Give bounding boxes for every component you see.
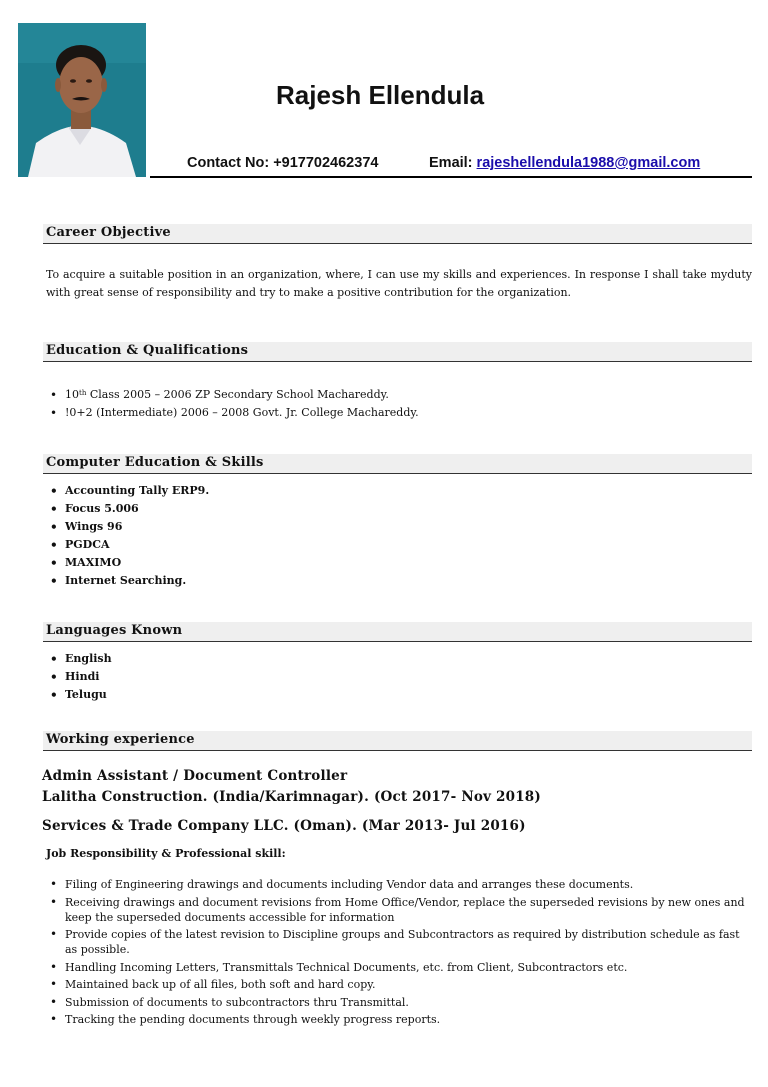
education-list [47, 386, 419, 422]
list-item: • Tracking the pending documents through weekly progress reports. [47, 1012, 747, 1027]
list-item: • English [47, 650, 112, 668]
computer-skills-list [47, 482, 209, 590]
education-heading: Education & Qualifications [46, 343, 249, 358]
contact-value: +917702462374 [273, 155, 379, 171]
list-item: • Maintained back up of all files, both soft and hard copy. [47, 977, 747, 992]
company-1: Lalitha Construction. (India/Karimnagar). (Oct 2017- Nov 2018) [42, 789, 541, 805]
career-heading: Career Objective [46, 225, 171, 240]
list-item: • 10th Class 2005 – 2006 ZP Secondary School Machareddy. [47, 386, 419, 404]
contact-number [187, 155, 378, 171]
candidate-name: Rajesh Ellendula [276, 80, 485, 110]
list-item: • Provide copies of the latest revision to Discipline groups and Subcontractors as required by distribution schedule as fast as possible. [47, 927, 747, 957]
career-objective-text: To acquire a suitable position in an organization, where, I can use my skills and experiences. In response I shall take myduty with great sense of responsibility and try to make a positive contribution for the organization. [46, 268, 752, 299]
list-item: • !0+2 (Intermediate) 2006 – 2008 Govt. Jr. College Machareddy. [47, 404, 419, 422]
section-heading-experience [43, 731, 752, 751]
email-link[interactable]: rajeshellendula1988@gmail.com [476, 155, 701, 171]
section-heading-career [43, 224, 752, 244]
company-2: Services & Trade Company LLC. (Oman). (Mar 2013- Jul 2016) [42, 818, 526, 834]
list-item: • Accounting Tally ERP9. [47, 482, 209, 500]
list-item: • Hindi [47, 668, 112, 686]
profile-photo [18, 23, 146, 177]
list-item: • PGDCA [47, 536, 209, 554]
computer-heading: Computer Education & Skills [46, 455, 264, 470]
list-item: • Submission of documents to subcontractors thru Transmittal. [47, 995, 747, 1010]
email-label: Email: [429, 155, 473, 171]
section-heading-languages [43, 622, 752, 642]
list-item: • Internet Searching. [47, 572, 209, 590]
responsibilities-list [47, 877, 747, 1030]
list-item: • MAXIMO [47, 554, 209, 572]
languages-list [47, 650, 112, 704]
responsibility-heading: Job Responsibility & Professional skill: [46, 847, 286, 860]
list-item: • Handling Incoming Letters, Transmittals Technical Documents, etc. from Client, Subcontractors etc. [47, 960, 747, 975]
list-item: • Wings 96 [47, 518, 209, 536]
email-line [429, 155, 700, 171]
list-item: • Focus 5.006 [47, 500, 209, 518]
list-item: • Telugu [47, 686, 112, 704]
job-title: Admin Assistant / Document Controller [42, 768, 348, 784]
section-heading-education [43, 342, 752, 362]
section-heading-computer [43, 454, 752, 474]
languages-heading: Languages Known [46, 623, 183, 638]
experience-heading: Working experience [46, 732, 195, 747]
list-item: • Receiving drawings and document revisions from Home Office/Vendor, replace the superseded revisions by new ones and keep the superseded documents accessible for information [47, 895, 747, 925]
list-item: • Filing of Engineering drawings and documents including Vendor data and arranges these documents. [47, 877, 747, 892]
header-divider [150, 176, 752, 178]
contact-label: Contact No: [187, 155, 270, 171]
